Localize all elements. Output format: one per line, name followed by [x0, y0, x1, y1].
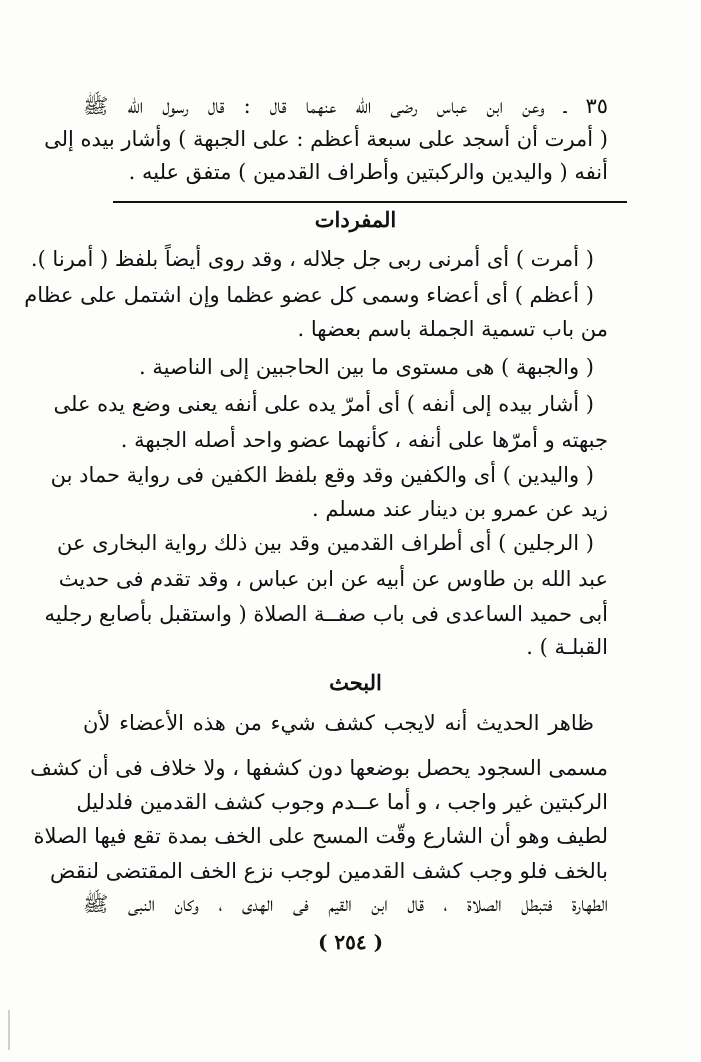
discussion-line: الطهارة فتبطل الصلاة ، قال ابن القيم فى الهدى ، وكان النبى ﷺ — [83, 892, 608, 916]
discussion-heading: البحث — [329, 670, 382, 695]
vocabulary-line: أبى حميد الساعدى فى باب صفــة الصلاة ( واستقبل بأصابع رجليه — [44, 602, 608, 626]
discussion-line: بالخف فلو وجب كشف القدمين لوجب نزع الخف المقتضى لنقض — [50, 859, 608, 883]
vocabulary-line: ( واليدين ) أى والكفين وقد وقع بلفظ الكفين فى رواية حماد بن — [50, 463, 594, 487]
vocabulary-line: زيد عن عمرو بن دينار عند مسلم . — [311, 497, 608, 521]
vocabulary-line: جبهته و أمرّها على أنفه ، كأنهما عضو واحد أصله الجبهة . — [120, 428, 608, 452]
vocabulary-line: من باب تسمية الجملة باسم بعضها . — [297, 317, 608, 341]
page-number: ( ٢٥٤ ) — [317, 930, 384, 954]
discussion-line: لطيف وهو أن الشارع وقّت المسح على الخف بمدة تقع فيها الصلاة — [33, 824, 608, 848]
scan-edge-mark — [8, 1010, 10, 1050]
hadith-line: ٣٥ ـ وعن ابن عباس رضى الله عنهما قال : قال رسول الله ﷺ — [83, 94, 608, 118]
discussion-line: الركبتين غير واجب ، و أما عــدم وجوب كشف القدمين فلدليل — [76, 790, 608, 814]
vocabulary-line: ( أمرت ) أى أمرنى ربى جل جلاله ، وقد روى أيضاً بلفظ ( أمرنا ). — [30, 247, 594, 271]
section-divider — [113, 201, 627, 203]
discussion-line: ظاهر الحديث أنه لايجب كشف شيء من هذه الأعضاء لأن — [83, 711, 594, 735]
hadith-line: أنفه ( واليدين والركبتين وأطراف القدمين ) متفق عليه . — [128, 160, 608, 184]
vocabulary-line: ( أعظم ) أى أعضاء وسمى كل عضو عظما وإن اشتمل على عظام — [24, 283, 594, 307]
vocabulary-line: القبلـة ) . — [526, 635, 608, 659]
vocabulary-line: ( أشار بيده إلى أنفه ) أى أمرّ يده على أنفه يعنى وضع يده على — [53, 392, 594, 416]
vocabulary-line: ( الرجلين ) أى أطراف القدمين وقد بين ذلك رواية البخارى عن — [56, 531, 594, 555]
vocabulary-line: عبد الله بن طاوس عن أبيه عن ابن عباس ، وقد تقدم فى حديث — [58, 567, 608, 591]
vocabulary-line: ( والجبهة ) هى مستوى ما بين الحاجبين إلى الناصية . — [139, 355, 594, 379]
discussion-line: مسمى السجود يحصل بوضعها دون كشفها ، ولا خلاف فى أن كشف — [30, 756, 608, 780]
vocabulary-heading: المفردات — [314, 207, 397, 232]
hadith-line: ( أمرت أن أسجد على سبعة أعظم : على الجبهة ) وأشار بيده إلى — [44, 127, 608, 151]
